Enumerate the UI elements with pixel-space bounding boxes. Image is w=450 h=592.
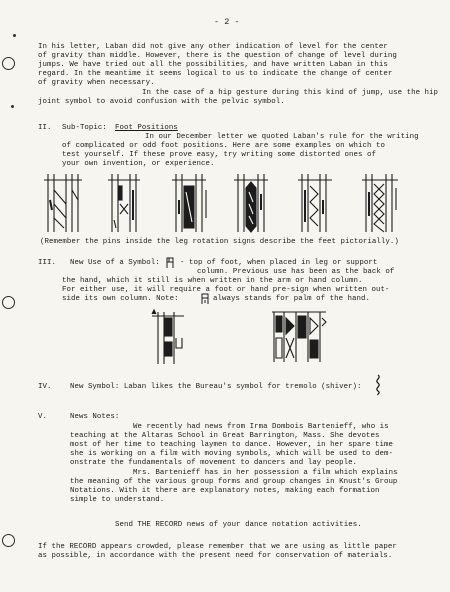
body-line: We recently had news from Irma Dombois Bartenieff, who is <box>133 423 389 431</box>
foot-position-figure <box>172 174 206 232</box>
intro-line: In the case of a hip gesture during this kind of jump, use the hip <box>142 89 439 97</box>
body-line: New Use of a Symbol: <box>70 259 160 267</box>
foot-position-figure <box>44 174 82 232</box>
body-line: - top of foot, when placed in leg or support <box>180 259 378 267</box>
body-line: the meaning of the various group forms and group changes in Knust's Group <box>70 478 398 486</box>
intro-line: jumps. We have tried out all the possibilities, and have written Laban in this <box>38 61 388 69</box>
body-line: New Symbol: Laban likes the Bureau's symbol for tremolo (shiver): <box>70 383 362 391</box>
footer-line: If the RECORD appears crowded, please remember that we are using as little paper <box>38 543 397 551</box>
punch-hole-bottom <box>2 534 15 547</box>
body-line: she is working on a film with moving symbols, which will be used to dem- <box>70 450 393 458</box>
symbol-example-right <box>268 308 330 366</box>
intro-line: joint symbol to avoid confusion with the pelvic symbol. <box>38 98 285 106</box>
body-line: Notations. With it there are explanatory notes, making each formation <box>70 487 380 495</box>
foot-top-symbol <box>165 256 175 269</box>
foot-position-figure <box>234 174 268 232</box>
stray-mark <box>11 105 14 108</box>
intro-line: of gravity than middle. However, there is the question of change of level during <box>38 52 397 60</box>
symbol-example-left <box>148 308 188 366</box>
body-line: onstrate the fundamentals of movement to dancers and lay people. <box>70 459 358 467</box>
body-line: column. Previous use has been as the back of <box>197 268 395 276</box>
body-line: always stands for palm of the hand. <box>213 295 370 303</box>
punch-hole-middle <box>2 296 15 309</box>
intro-line: of gravity when necessary. <box>38 79 155 87</box>
page-number: - 2 - <box>214 17 240 27</box>
section-number: V. <box>38 413 47 421</box>
stray-mark <box>13 34 16 37</box>
section-number: II. <box>38 124 52 132</box>
body-line: of complicated or odd foot positions. Here are some examples on which to <box>62 142 385 150</box>
body-line: In our December letter we quoted Laban's rule for the writing <box>145 133 419 141</box>
punch-hole-top <box>2 57 15 70</box>
body-line: For either use, it will require a foot or hand pre-sign when written out- <box>62 286 390 294</box>
body-line: test yourself. If these prove easy, try writing some distorted ones of <box>62 151 376 159</box>
section-label: Sub-Topic: <box>62 124 107 132</box>
body-line: Mrs. Bartenieff has in her possession a film which explains <box>133 469 398 477</box>
foot-position-figure <box>108 174 140 232</box>
section-title: Foot Positions <box>115 124 178 132</box>
figure-caption: (Remember the pins inside the leg rotation signs describe the feet pictorially.) <box>40 238 399 246</box>
intro-line: regard. In the meantime it seems logical to us to indicate the change of center <box>38 70 393 78</box>
foot-position-figure <box>362 174 398 232</box>
foot-position-figures <box>40 170 425 236</box>
palm-symbol <box>200 292 210 305</box>
section-number: IV. <box>38 383 52 391</box>
foot-position-figure <box>298 174 332 232</box>
section-title: News Notes: <box>70 413 120 421</box>
section-number: III. <box>38 259 56 267</box>
body-line: your own invention, or experience. <box>62 160 215 168</box>
body-line: most of her time to teaching laymen to dance. However, in her spare time <box>70 441 393 449</box>
body-line: the hand, which it still is when written in the arm or hand column. <box>62 277 363 285</box>
body-line: simple to understand. <box>70 496 165 504</box>
send-news-line: Send THE RECORD news of your dance notation activities. <box>115 521 362 529</box>
tremolo-symbol <box>372 374 384 396</box>
intro-line: In his letter, Laban did not give any other indication of level for the center <box>38 43 388 51</box>
body-line: teaching at the Altaras School in Great Barrington, Mass. She devotes <box>70 432 380 440</box>
footer-line: as possible, in accordance with the present need for conservation of materials. <box>38 552 393 560</box>
body-line: side its own column. Note: <box>62 295 179 303</box>
